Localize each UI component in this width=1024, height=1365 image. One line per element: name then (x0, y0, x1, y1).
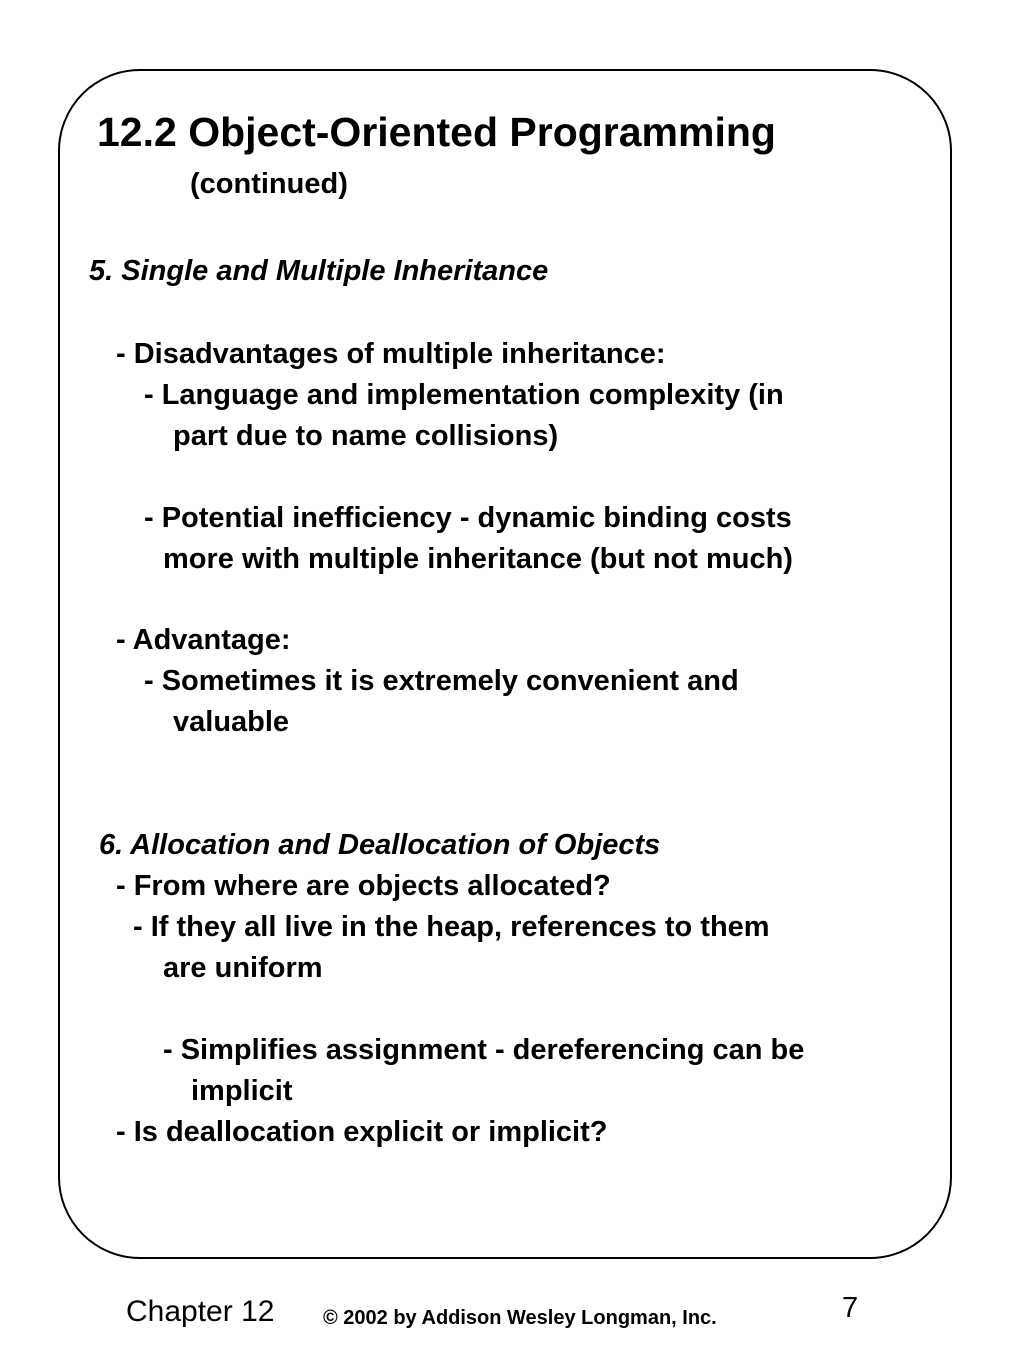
bullet-line: - Sometimes it is extremely convenient and (144, 665, 739, 697)
bullet-line: - Disadvantages of multiple inheritance: (116, 338, 666, 370)
section-heading: 6. Allocation and Deallocation of Objects (99, 829, 661, 861)
bullet-line: - Advantage: (116, 624, 291, 656)
bullet-line: valuable (173, 706, 290, 738)
bullet-line: more with multiple inheritance (but not much) (163, 543, 793, 575)
footer-copyright: © 2002 by Addison Wesley Longman, Inc. (323, 1307, 717, 1329)
footer-chapter: Chapter 12 (126, 1295, 275, 1328)
bullet-line: - Potential inefficiency - dynamic binding costs (144, 502, 792, 534)
bullet-line: - From where are objects allocated? (116, 870, 611, 902)
page-number: 7 (842, 1292, 859, 1324)
bullet-line: - Language and implementation complexity (in (144, 379, 784, 411)
section-heading: 5. Single and Multiple Inheritance (89, 255, 549, 287)
bullet-line: implicit (191, 1075, 293, 1107)
slide-title: 12.2 Object-Oriented Programming (97, 109, 776, 155)
slide-subtitle: (continued) (190, 168, 348, 200)
bullet-line: - Is deallocation explicit or implicit? (116, 1116, 608, 1148)
bullet-line: - Simplifies assignment - dereferencing can be (163, 1034, 805, 1066)
bullet-line: part due to name collisions) (173, 420, 559, 452)
bullet-line: - If they all live in the heap, references to them (133, 911, 770, 943)
bullet-line: are uniform (163, 952, 323, 984)
